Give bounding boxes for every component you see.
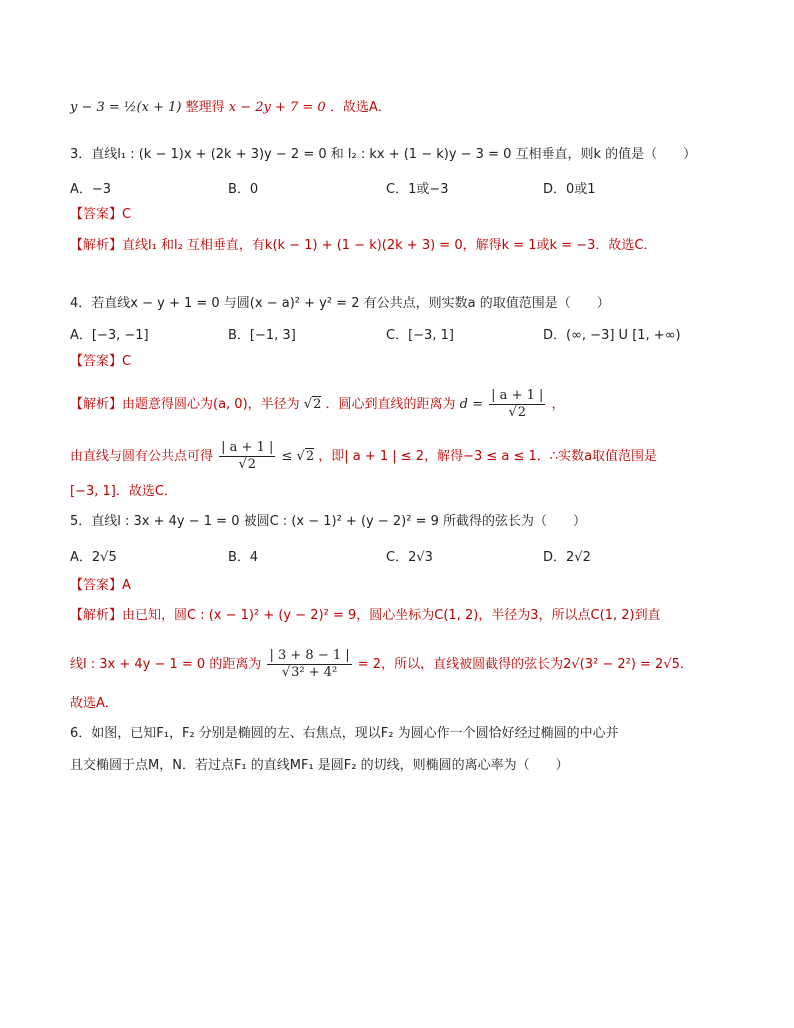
q5-analysis-line-1: 【解析】由已知，圆C : (x − 1)² + (y − 2)² = 9，圆心坐标为C(1, 2)，半径为3，所以点C(1, 2)到直 [70, 608, 661, 623]
q4-radius-value: √2 [303, 397, 322, 412]
q4-option-b: B．[−1, 3] [228, 328, 296, 343]
q5-option-d: D．2√2 [543, 550, 591, 565]
q6-stem-line-2: 且交椭圆于点M，N．若过点F₁ 的直线MF₁ 是圆F₂ 的切线，则椭圆的离心率为（ ） [70, 758, 569, 773]
q3-answer: 【答案】C [70, 207, 132, 222]
q4-analysis-1a: 【解析】由题意得圆心为(a, 0)，半径为 [70, 397, 300, 412]
q3-analysis: 【解析】直线l₁ 和l₂ 互相垂直，有k(k − 1) + (1 − k)(2k + 3) = 0，解得k = 1或k = −3．故选C． [70, 238, 657, 253]
q4-analysis-2b: ，即| a + 1 | ≤ 2，解得−3 ≤ a ≤ 1．∴实数a取值范围是 [318, 449, 658, 464]
q4-analysis-1b: ．圆心到直线的距离为 [325, 397, 456, 412]
q4-stem: 4．若直线x − y + 1 = 0 与圆(x − a)² + y² = 2 有公共点，则实数a 的取值范围是（ ） [70, 296, 610, 311]
q5-analysis-2b: = 2，所以，直线被圆截得的弦长为2√(3² − 2²) = 2√5． [357, 657, 693, 672]
q2-mid: 整理得 [185, 100, 225, 115]
q3-option-b: B．0 [228, 182, 259, 197]
q4-answer: 【答案】C [70, 354, 132, 369]
q4-d-symbol: d = [459, 397, 484, 412]
q5-option-a: A．2√5 [70, 550, 117, 565]
q2-end: ．故选A． [329, 100, 391, 115]
q3-option-a: A．−3 [70, 182, 112, 197]
q2-eq: x − 2y + 7 = 0 [228, 100, 326, 115]
q2-tail-line [70, 98, 391, 118]
q5-analysis-line-3: 故选A． [70, 696, 118, 711]
q4-option-c: C．[−3, 1] [386, 328, 454, 343]
q5-analysis-line-2 [70, 648, 693, 681]
q5-stem: 5．直线l : 3x + 4y − 1 = 0 被圆C : (x − 1)² + (y − 2)² = 9 所截得的弦长为（ ） [70, 514, 586, 529]
q5-analysis-2a: 线l : 3x + 4y − 1 = 0 的距离为 [70, 657, 262, 672]
q4-analysis-line-1 [70, 388, 565, 421]
q4-ineq-rhs: ≤ √2 [281, 449, 315, 464]
q3-option-d: D．0或1 [543, 182, 596, 197]
q6-stem-line-1: 6．如图，已知F₁，F₂ 分别是椭圆的左、右焦点，现以F₂ 为圆心作一个圆恰好经过椭圆的中心并 [70, 726, 619, 741]
q4-analysis-2a: 由直线与圆有公共点可得 [70, 449, 214, 464]
q3-option-c: C．1或−3 [386, 182, 449, 197]
q4-distance-fraction: $\frac{| a + 1 |}{√2}$ [491, 388, 544, 420]
q5-answer: 【答案】A [70, 578, 131, 593]
q4-option-a: A．[−3, −1] [70, 328, 149, 343]
q5-option-b: B．4 [228, 550, 259, 565]
q2-formula: y − 3 = ½(x + 1) [70, 100, 182, 115]
q5-distance-fraction: $\frac{| 3 + 8 - 1 |}{\text{√3² + 4²}}$ [269, 648, 350, 680]
q4-analysis-1c: ， [551, 397, 565, 412]
q5-option-c: C．2√3 [386, 550, 433, 565]
q3-stem: 3．直线l₁ : (k − 1)x + (2k + 3)y − 2 = 0 和 l₂ : kx + (1 − k)y − 3 = 0 互相垂直，则k 的值是（ ） [70, 147, 697, 162]
q4-ineq-fraction: $\frac{| a + 1 |}{√2}$ [221, 440, 274, 472]
q4-option-d: D．(∞, −3] U [1, +∞) [543, 328, 681, 343]
q4-analysis-line-3: [−3, 1]．故选C． [70, 484, 177, 499]
q4-analysis-line-2 [70, 440, 657, 473]
